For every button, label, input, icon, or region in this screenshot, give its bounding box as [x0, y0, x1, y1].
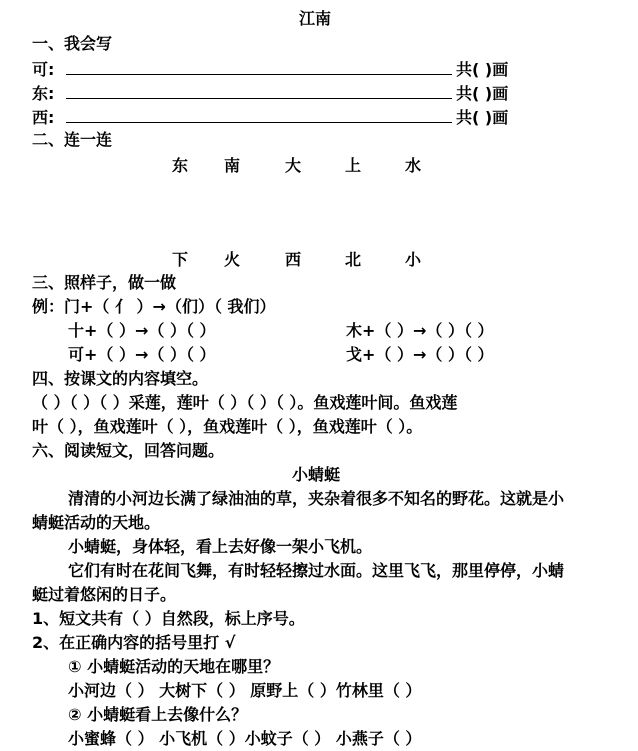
question-2a: ① 小蜻蜓活动的天地在哪里？ [68, 657, 280, 676]
write-row-3 [32, 105, 552, 127]
write-row-2 [32, 81, 552, 103]
question-1[interactable]: 1、短文共有（ ）自然段，标上序号。 [32, 609, 305, 628]
passage-para3-line1: 它们有时在花间飞舞，有时轻轻擦过水面。这里飞飞，那里停停，小蜻 [68, 561, 565, 580]
write-char-2: 东: [32, 84, 55, 103]
write-row-1 [32, 57, 552, 79]
section6-heading: 六、阅读短文，回答问题。 [32, 441, 225, 460]
passage-para2: 小蜻蜓，身体轻，看上去好像一架小飞机。 [68, 537, 373, 556]
match-bottom-4[interactable]: 北 [345, 250, 362, 269]
stroke-count-1: 共( )画 [456, 60, 509, 79]
match-top-5[interactable]: 水 [405, 156, 422, 175]
section4-heading: 四、按课文的内容填空。 [32, 369, 209, 388]
passage-para1-line1: 清清的小河边长满了绿油油的草，夹杂着很多不知名的野花。这就是小 [68, 489, 565, 508]
section3-row1-right[interactable]: 木+（ ）→（ ）（ ） [346, 321, 494, 340]
passage-para3-line2: 蜓过着悠闲的日子。 [32, 585, 177, 604]
section1-heading: 一、我会写 [32, 34, 113, 53]
match-bottom-1[interactable]: 下 [172, 250, 189, 269]
stroke-count-2: 共( )画 [456, 84, 509, 103]
match-top-4[interactable]: 上 [345, 156, 362, 175]
write-line-3[interactable] [66, 122, 452, 123]
question-2: 2、在正确内容的括号里打 √ [32, 633, 236, 652]
write-line-1[interactable] [66, 74, 452, 75]
page-title: 江南 [299, 9, 332, 28]
write-line-2[interactable] [66, 98, 452, 99]
section2-heading: 二、连一连 [32, 130, 113, 149]
stroke-count-3: 共( )画 [456, 108, 509, 127]
question-2b: ② 小蜻蜓看上去像什么？ [68, 705, 248, 724]
section4-line1[interactable]: （ ）（ ）（ ）采莲，莲叶（ ）（ ）（ ）。鱼戏莲叶间。鱼戏莲 [32, 393, 458, 412]
match-top-3[interactable]: 大 [285, 156, 302, 175]
match-top-2[interactable]: 南 [224, 156, 241, 175]
section4-line2[interactable]: 叶（ ），鱼戏莲叶（ ），鱼戏莲叶（ ），鱼戏莲叶（ ）。 [32, 417, 423, 436]
section3-row2-right[interactable]: 戈+（ ）→（ ）（ ） [346, 345, 494, 364]
question-2b-options[interactable]: 小蜜蜂（ ） 小飞机（ ）小蚊子（ ） 小燕子（ ） [68, 729, 422, 748]
match-bottom-2[interactable]: 火 [224, 250, 241, 269]
section3-row2-left[interactable]: 可+（ ）→（ ）（ ） [68, 345, 216, 364]
passage-para1-line2: 蜻蜓活动的天地。 [32, 513, 161, 532]
match-bottom-3[interactable]: 西 [285, 250, 302, 269]
match-bottom-5[interactable]: 小 [405, 250, 422, 269]
question-2a-options[interactable]: 小河边（ ） 大树下（ ） 原野上（ ）竹林里（ ） [68, 681, 422, 700]
section3-heading: 三、照样子，做一做 [32, 273, 177, 292]
section3-example: 例：门+（ 亻 ）→（们）（ 我们） [32, 297, 276, 316]
write-char-1: 可: [32, 60, 55, 79]
write-char-3: 西: [32, 108, 55, 127]
passage-title: 小蜻蜓 [292, 465, 341, 484]
match-top-1[interactable]: 东 [172, 156, 189, 175]
section3-row1-left[interactable]: 十+（ ）→（ ）（ ） [68, 321, 216, 340]
